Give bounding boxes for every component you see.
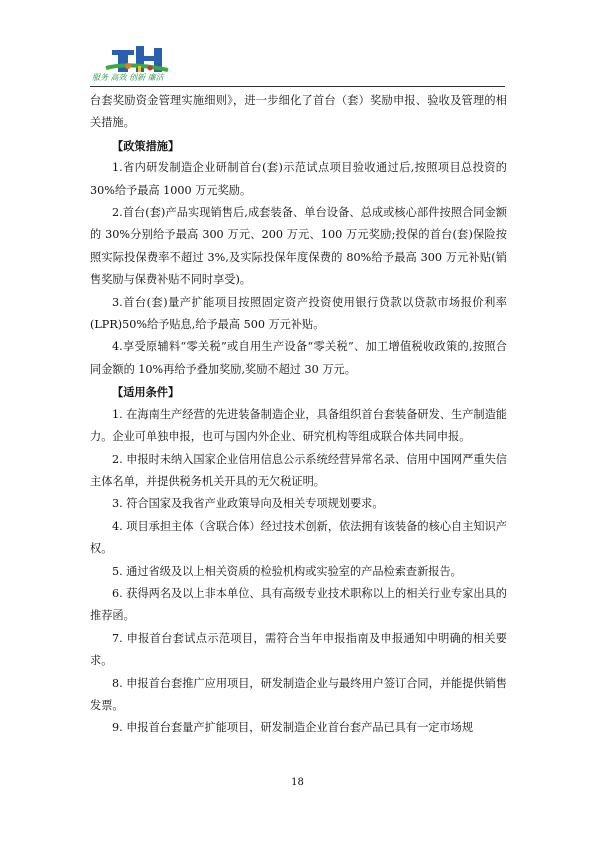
measure-item-2: 2.首台(套)产品实现销售后,成套装备、单台设备、总成或核心部件按照合同金额的 30%分别给予最高 300 万元、200 万元、100 万元奖励;投保的首台(套)保险按照实际投保费率不超过 3%,及实际投保年度保费的 80%给予最高 300 万元补贴(销售奖励与保费补贴不同时享受)。 <box>90 206 507 287</box>
logo-tagline: 服务 高效 创新 廉洁 <box>92 73 164 82</box>
header-rule <box>90 86 505 87</box>
heading-conditions: 【适用条件】 <box>112 385 180 400</box>
measure-item-1: 1.省内研发制造企业研制首台(套)示范试点项目验收通过后,按照项目总投资的 30%给予最高 1000 万元奖励。 <box>90 161 507 197</box>
condition-item-5: 5. 通过省级及以上相关资质的检验机构或实验室的产品检索查新报告。 <box>112 564 462 578</box>
heading-policy-measures: 【政策措施】 <box>112 138 180 153</box>
document-body <box>90 90 507 740</box>
measure-item-3: 3.首台(套)量产扩能项目按照固定资产投资使用银行贷款以贷款市场报价利率(LPR)50%给予贴息,给予最高 500 万元补贴。 <box>90 295 507 332</box>
condition-item-6: 6. 获得两名及以上非本单位、具有高级专业技术职称以上的相关行业专家出具的推荐函。 <box>90 586 507 623</box>
condition-item-2: 2. 申报时未纳入国家企业信用信息公示系统经营异常名录、信用中国网严重失信主体名单，并提供税务机关开具的无欠税证明。 <box>90 452 507 488</box>
condition-item-1: 1. 在海南生产经营的先进装备制造企业，具备组织首台套装备研发、生产制造能力。企业可单独申报，也可与国内外企业、研究机构等组成联合体共同申报。 <box>90 407 507 444</box>
logo-mark <box>90 44 210 90</box>
paragraph-continuation: 台套奖励资金管理实施细则》，进一步细化了首台（套）奖励申报、验收及管理的相关措施。 <box>90 94 507 130</box>
page-number: 18 <box>291 777 304 788</box>
measure-item-4: 4.享受原辅料“零关税”或自用生产设备“零关税”、加工增值税收政策的,按照合同金额的 10%再给予叠加奖励,奖励不超过 30 万元。 <box>90 340 507 376</box>
condition-item-9: 9. 申报首台套量产扩能项目，研发制造企业首台套产品已具有一定市场规 <box>112 721 474 735</box>
condition-item-8: 8. 申报首台套推广应用项目，研发制造企业与最终用户签订合同，并能提供销售发票。 <box>90 676 507 712</box>
condition-item-7: 7. 申报首台套试点示范项目，需符合当年申报指南及申报通知中明确的相关要求。 <box>90 631 507 668</box>
condition-item-3: 3. 符合国家及我省产业政策导向及相关专项规划要求。 <box>112 497 384 511</box>
condition-item-4: 4. 项目承担主体（含联合体）经过技术创新，依法拥有该装备的核心自主知识产权。 <box>90 519 507 556</box>
header-logo <box>90 44 210 90</box>
